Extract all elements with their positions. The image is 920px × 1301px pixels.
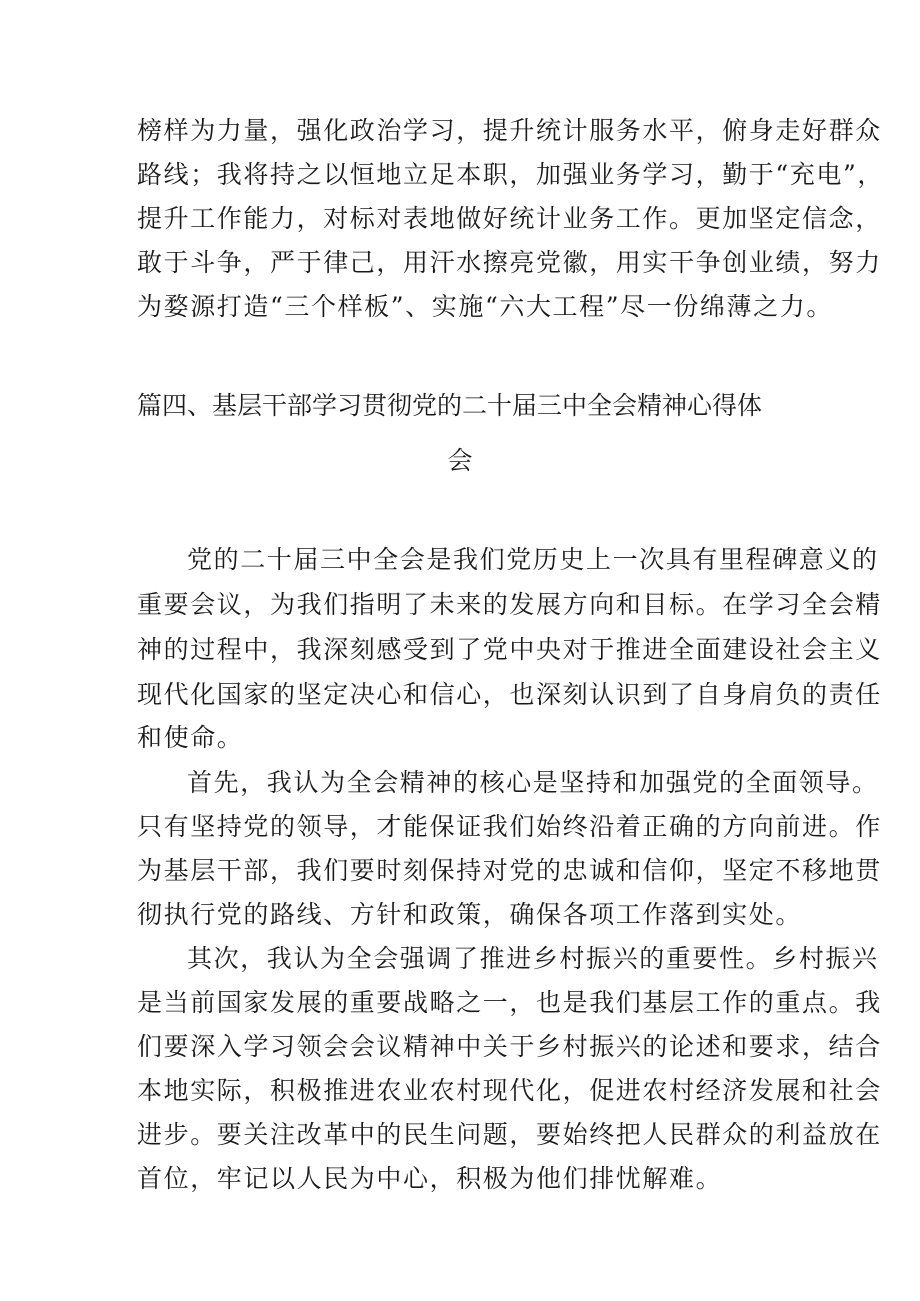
paragraph-1-line-5: 和使命。 [137,723,244,752]
paragraph-3-line-2: 是当前国家发展的重要战略之一，也是我们基层工作的重点。我 [137,988,882,1017]
prev-section-line-3: 提升工作能力，对标对表地做好统计业务工作。更加坚定信念， [137,204,882,233]
paragraph-2-line-1: 首先，我认为全会精神的核心是坚持和加强党的全面领导。 [187,768,879,797]
prev-section-line-2: 路线；我将持之以恒地立足本职，加强业务学习，勤于“充电”， [137,160,884,189]
paragraph-1-line-4: 现代化国家的坚定决心和信心，也深刻认识到了自身肩负的责任 [137,680,882,709]
paragraph-2-line-3: 为基层干部，我们要时刻保持对党的忠诚和信仰，坚定不移地贯 [137,856,882,885]
paragraph-3-line-6: 首位，牢记以人民为中心，积极为他们排忧解难。 [137,1164,723,1193]
paragraph-2-line-2: 只有坚持党的领导，才能保证我们始终沿着正确的方向前进。作 [137,812,882,841]
prev-section-line-4: 敢于斗争，严于律己，用汗水擦亮党徽，用实干争创业绩，努力 [137,248,882,277]
paragraph-2-line-4: 彻执行党的路线、方针和政策，确保各项工作落到实处。 [137,900,803,929]
paragraph-3-line-5: 进步。要关注改革中的民生问题，要始终把人民群众的利益放在 [137,1120,882,1149]
paragraph-1-line-1: 党的二十届三中全会是我们党历史上一次具有里程碑意义的 [187,545,879,574]
paragraph-1-line-3: 神的过程中，我深刻感受到了党中央对于推进全面建设社会主义 [137,635,882,664]
paragraph-3-line-1: 其次，我认为全会强调了推进乡村振兴的重要性。乡村振兴 [187,944,879,973]
prev-section-line-1: 榜样为力量，强化政治学习，提升统计服务水平，俯身走好群众 [137,116,882,145]
prev-section-line-5: 为婺源打造“三个样板”、实施“六大工程”尽一份绵薄之力。 [137,292,833,321]
section-heading-line-1: 篇四、基层干部学习贯彻党的二十届三中全会精神心得体 [137,391,763,420]
paragraph-1-line-2: 重要会议，为我们指明了未来的发展方向和目标。在学习全会精 [137,590,882,619]
paragraph-3-line-4: 本地实际，积极推进农业农村现代化，促进农村经济发展和社会 [137,1076,882,1105]
paragraph-3-line-3: 们要深入学习领会会议精神中关于乡村振兴的论述和要求，结合 [137,1032,882,1061]
section-heading-line-2: 会 [447,446,473,475]
